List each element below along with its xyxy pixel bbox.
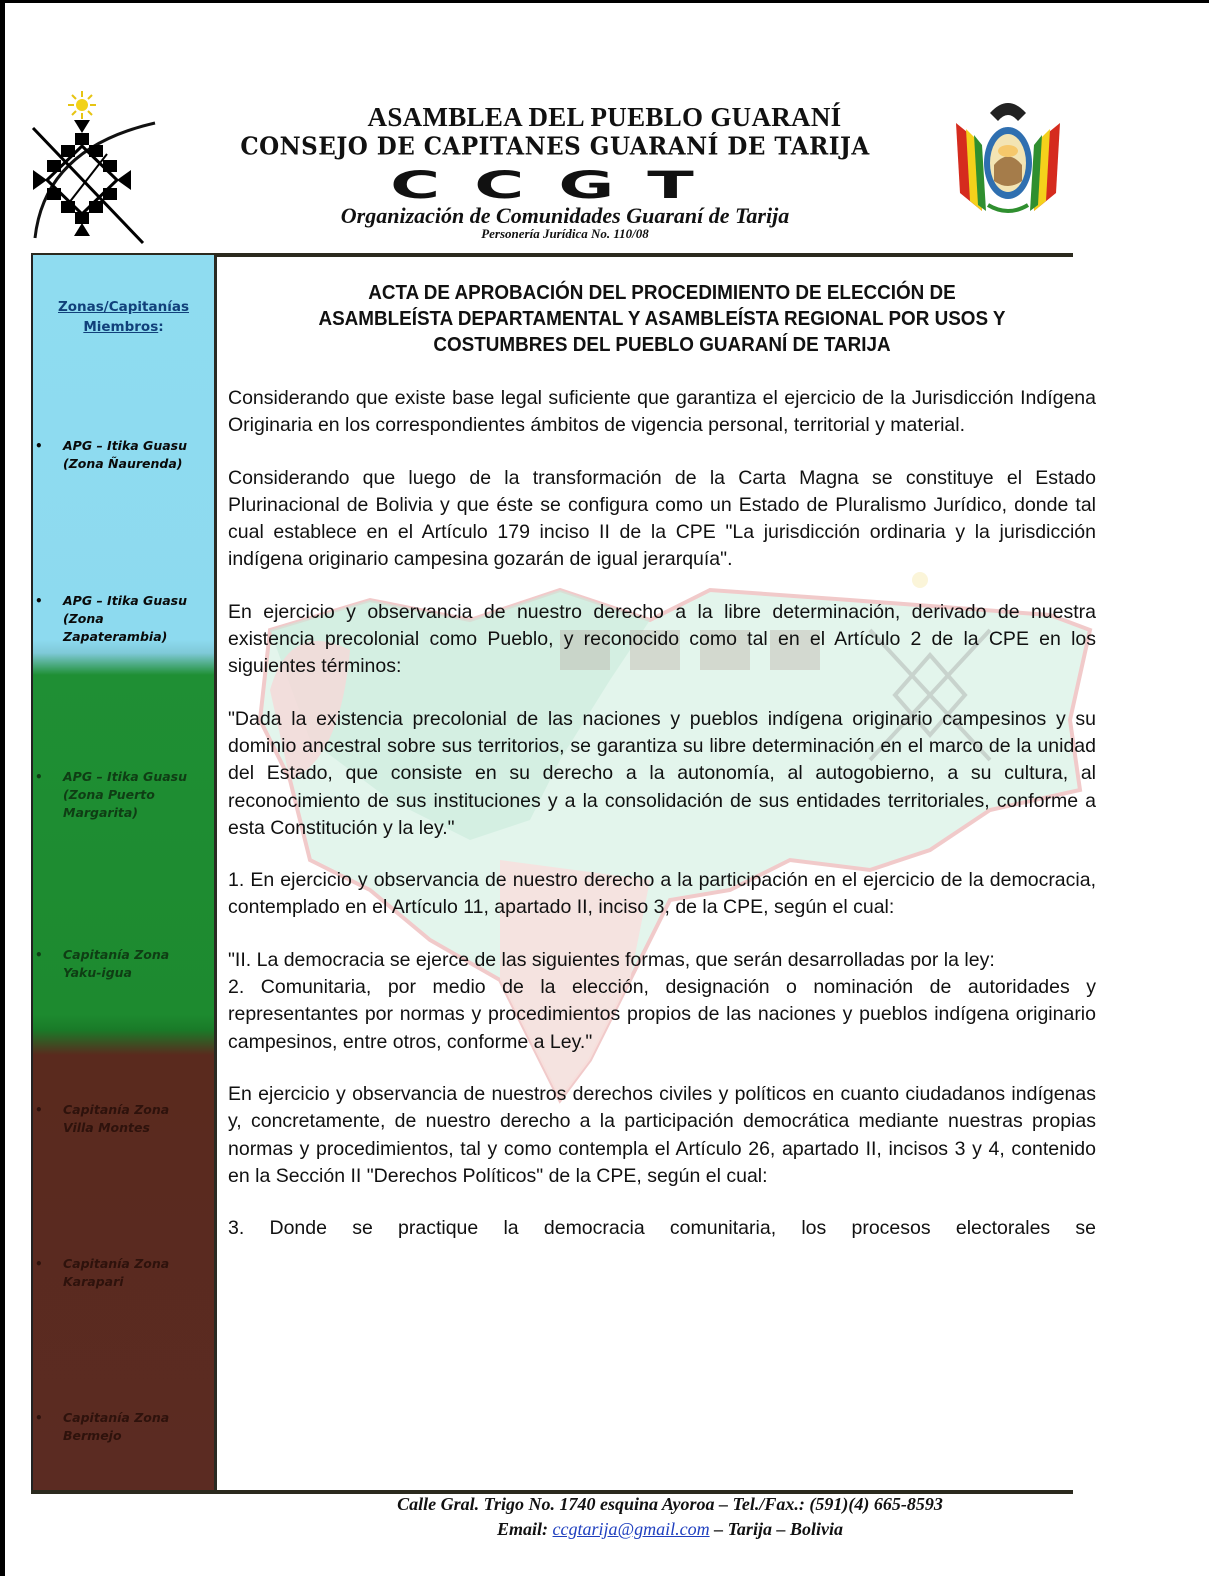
footer-location: – Tarija – Bolivia [709,1519,843,1539]
document-title-line: ASAMBLEÍSTA DEPARTAMENTAL Y ASAMBLEÍSTA REGIONAL POR USOS Y [318,307,1006,330]
paragraph: En ejercicio y observancia de nuestros derechos civiles y políticos en cuanto ciudadanos indígenas y, concretamente, de nuestro derecho a la participación democrática mediante nuestras propias normas y procedimientos, tal y como contempla el Artículo 26, apartado II, incisos 3 y 4, contenido en la Sección II "Derechos Políticos" de la CPE, según el cual: [228,1082,1096,1187]
header-organization: Organización de Comunidades Guaraní de Tarija [340,203,790,228]
footer-email-link[interactable]: ccgtarija@gmail.com [552,1519,710,1539]
sidebar-item-line: Capitanía Zona [63,1410,170,1425]
bullet-icon: • [35,948,43,962]
numbered-paragraph: 3. Donde se practique la democracia comunitaria, los procesos electorales se [228,1217,1096,1240]
sidebar-item-line: Karapari [63,1274,124,1289]
sidebar-heading-line1: Zonas/Capitanías [57,299,189,315]
sidebar-item-line: Villa Montes [63,1120,150,1135]
document-body [228,280,1096,1267]
bullet-icon: • [35,770,43,784]
footer-address: Calle Gral. Trigo No. 1740 esquina Ayoroa – Tel./Fax.: (591)(4) 665-8593 [397,1494,943,1514]
document-title [263,280,1062,358]
sidebar-item-line: Margarita) [63,805,138,820]
sidebar-item-line: Capitanía Zona [63,1102,170,1117]
sidebar-item-line: Capitanía Zona [63,1256,170,1271]
scan-edge-left [0,0,5,1576]
document-title-line: ACTA DE APROBACIÓN DEL PROCEDIMIENTO DE ELECCIÓN DE [368,281,956,304]
sidebar-item-line: (Zona Puerto [63,787,155,802]
sidebar-heading [33,297,214,337]
sidebar-heading-line2: Miembros [83,319,159,335]
sidebar-item-line: (Zona Ñaurenda) [63,456,183,471]
bullet-icon: • [35,594,43,608]
sidebar-item-line: (Zona [63,611,104,626]
quoted-article: "II. La democracia se ejerce de las siguientes formas, que serán desarrolladas por la ley: [228,948,995,971]
header-acronym: CCGT [390,163,728,208]
sidebar-item-line: APG – Itika Guasu [63,438,187,453]
paragraph: Considerando que luego de la transformación de la Carta Magna se constituye el Estado Plurinacional de Bolivia y que éste se configura como un Estado de Pluralismo Jurídico, donde tal cual establece en el Artículo 179 inciso II de la CPE "La jurisdicción ordinaria y la jurisdicción indígena originario campesina gozarán de igual jerarquía". [228,466,1096,571]
numbered-paragraph: 1. En ejercicio y observancia de nuestro derecho a la participación en el ejercicio de la democracia, contemplado en el Artículo 11, apartado II, inciso 3, de la CPE, según el cual: [228,869,1096,919]
sidebar-item-line: Bermejo [63,1428,122,1443]
footer-email-label: Email: [497,1519,549,1539]
bullet-icon: • [35,1257,43,1271]
sidebar-item-line: APG – Itika Guasu [63,769,187,784]
coat-of-arms-icon [948,93,1068,221]
bullet-icon: • [35,439,43,453]
header-assembly-name: ASAMBLEA DEL PUEBLO GUARANÍ [367,102,842,132]
paragraph: Considerando que existe base legal suficiente que garantiza el ejercicio de la Jurisdicción Indígena Originaria en los correspondientes ámbitos de vigencia personal, territorial y material. [228,387,1096,437]
sidebar-heading-colon: : [158,319,164,335]
bullet-icon: • [35,1103,43,1117]
quoted-article: 2. Comunitaria, por medio de la elección, designación o nominación de autoridades y representantes por normas y procedimientos propios de las naciones y pueblos indígena originario campesinos, entre otros, conforme a Ley." [228,976,1096,1053]
sidebar-item-line: APG – Itika Guasu [63,593,187,608]
document-title-line: COSTUMBRES DEL PUEBLO GUARANÍ DE TARIJA [433,333,891,356]
quoted-article: "Dada la existencia precolonial de las naciones y pueblos indígena originario campesinos y su dominio ancestral sobre sus territorios, se garantiza su libre determinación en el marco de la unidad del Estado, que consiste en su derecho a la autonomía, al autogobierno, a su cultura, al reconocimiento de sus instituciones y a la consolidación de sus entidades territoriales, conforme a esta Constitución y la ley." [228,707,1096,839]
sidebar-item-line: Yaku-igua [63,965,132,980]
scan-edge-top [0,0,1209,3]
footer-contact [220,1519,1120,1540]
header-council-name: CONSEJO DE CAPITANES GUARANÍ DE TARIJA [240,132,870,161]
paragraph: En ejercicio y observancia de nuestro derecho a la libre determinación, derivado de nuestra existencia precolonial como Pueblo, y reconocido como tal en el Artículo 2 de la CPE en los siguientes términos: [228,600,1096,678]
sidebar-item-line: Zapaterambia) [63,629,168,644]
bullet-icon: • [35,1411,43,1425]
header-personeria: Personería Jurídica No. 110/08 [481,226,649,241]
sidebar-member-zones [31,255,217,1492]
sidebar-item-line: Capitanía Zona [63,947,170,962]
